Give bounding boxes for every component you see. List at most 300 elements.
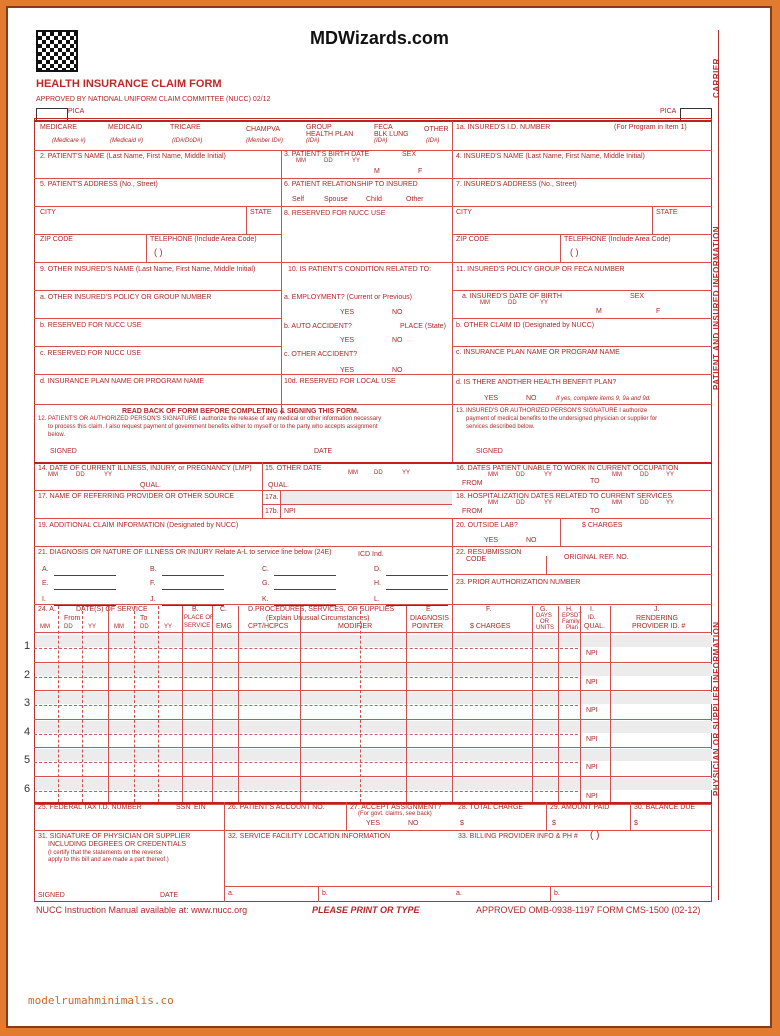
plan-9d-label: d. INSURANCE PLAN NAME OR PROGRAM NAME: [40, 378, 205, 385]
diag-input[interactable]: [386, 589, 448, 590]
h-epsdt: EPSDT: [562, 613, 583, 619]
city-label: CITY: [40, 209, 56, 216]
resubmission-label: 22. RESUBMISSION: [456, 549, 522, 556]
ins-sex-label: SEX: [630, 293, 645, 300]
rule: [246, 206, 247, 234]
service-column-rule: [300, 606, 301, 802]
other-plan-label: d. IS THERE ANOTHER HEALTH BENEFIT PLAN?: [456, 379, 617, 386]
signed-31: SIGNED: [38, 892, 65, 899]
other-label: OTHER: [424, 126, 449, 133]
zip-label: ZIP CODE: [40, 236, 73, 243]
feca-num: (ID#): [374, 138, 388, 144]
signature-12-a: 12. PATIENT'S OR AUTHORIZED PERSON'S SIGNATURE I authorize the release of any medical or other information necessary: [38, 416, 382, 422]
rule: [452, 574, 712, 575]
service-column-rule: [212, 606, 213, 802]
feca-label: FECA: [374, 124, 393, 131]
medicaid-label: MEDICAID: [108, 124, 143, 131]
state-label: STATE: [250, 209, 272, 216]
rule: [34, 518, 712, 519]
rule: [346, 802, 347, 830]
f16-to: TO: [590, 478, 600, 485]
please-print: PLEASE PRINT OR TYPE: [312, 905, 420, 915]
ins-yy: YY: [540, 300, 549, 306]
local-use-label: 10d. RESERVED FOR LOCAL USE: [284, 378, 396, 385]
sex-f-label: F: [418, 168, 423, 175]
approved-omb: APPROVED OMB-0938-1197 FORM CMS-1500 (02-12): [476, 905, 701, 915]
rule: [546, 556, 547, 574]
f33b-label: b.: [554, 890, 560, 897]
physician-signature-c: (I certify that the statements on the reverse: [48, 850, 163, 856]
diag-letter: H.: [374, 580, 381, 587]
rule: [34, 404, 712, 405]
other-policy-label: a. OTHER INSURED'S POLICY OR GROUP NUMBER: [40, 294, 212, 301]
h-d: D.PROCEDURES, SERVICES, OR SUPPLIES: [248, 606, 395, 613]
emp-yes: YES: [340, 309, 355, 316]
f17a-shade: [280, 491, 452, 504]
service-line-number: 6: [24, 782, 31, 795]
diag-letter: B.: [150, 566, 157, 573]
f17a-label: 17a.: [265, 494, 279, 501]
total-dollar: $: [460, 820, 464, 827]
service-line-number: 1: [24, 640, 31, 652]
signed-13: SIGNED: [476, 448, 503, 455]
service-column-rule: [182, 606, 183, 802]
h-dates: DATE(S) OF SERVICE: [76, 606, 148, 613]
f15-dd: DD: [374, 470, 383, 476]
balance-dollar: $: [634, 820, 638, 827]
lab-no: NO: [526, 537, 537, 544]
f18-dd: DD: [516, 500, 525, 506]
service-line-npi: NPI: [586, 707, 598, 714]
rule: [550, 886, 551, 902]
medicare-num: (Medicare #): [52, 138, 86, 144]
f18-from: FROM: [462, 508, 483, 515]
h-or: OR: [540, 619, 549, 625]
icd-ind-label: ICD Ind.: [358, 551, 384, 558]
rule: [34, 374, 712, 375]
ins-telephone-label: TELEPHONE (Include Area Code): [564, 236, 671, 243]
service-column-rule: [360, 606, 361, 802]
rule: [452, 318, 712, 319]
service-column-rule: [580, 606, 581, 802]
rule: [34, 262, 712, 263]
physician-side-label: PHYSICIAN OR SUPPLIER INFORMATION: [712, 621, 721, 796]
service-line-number: 4: [24, 725, 31, 738]
f32a-label: a.: [228, 890, 234, 897]
rule: [560, 518, 561, 546]
outside-lab-label: 20. OUTSIDE LAB?: [456, 522, 518, 529]
service-line-provider-id[interactable]: [610, 677, 713, 690]
plan-name-label: c. INSURANCE PLAN NAME OR PROGRAM NAME: [456, 349, 620, 356]
rel-self: Self: [292, 196, 305, 203]
nucc-manual: NUCC Instruction Manual available at: www.nucc.org: [36, 905, 248, 915]
f14-qual: QUAL.: [140, 482, 162, 489]
f15-qual: QUAL.: [268, 482, 290, 489]
employment-label: a. EMPLOYMENT? (Current or Previous): [284, 294, 412, 301]
f14-dd: DD: [76, 472, 85, 478]
service-line-number: 5: [24, 754, 31, 766]
total-charge-label: 28. TOTAL CHARGE: [458, 804, 524, 811]
champva-label: CHAMPVA: [246, 126, 281, 133]
service-line-divider: [34, 677, 578, 678]
signature-12-c: below.: [48, 432, 66, 438]
h-yy: YY: [88, 624, 97, 630]
ins-state-label: STATE: [656, 209, 678, 216]
rule: [224, 802, 225, 902]
lab-charges-label: $ CHARGES: [582, 522, 623, 529]
rule: [34, 346, 281, 347]
reserved-9c-label: c. RESERVED FOR NUCC USE: [40, 350, 141, 357]
f16-mm: MM: [488, 472, 498, 478]
reserved-9b-label: b. RESERVED FOR NUCC USE: [40, 322, 142, 329]
diag-letter: G.: [262, 580, 270, 587]
h-j: J.: [654, 606, 660, 613]
accept-note: (For govt. claims, see back): [358, 811, 432, 817]
f18-yy: YY: [544, 500, 553, 506]
oth-yes: YES: [340, 367, 355, 374]
diag-letter: A.: [42, 566, 49, 573]
rule: [224, 886, 712, 887]
oth-no: NO: [392, 367, 403, 374]
f14-yy: YY: [104, 472, 113, 478]
physician-signature-label: 31. SIGNATURE OF PHYSICIAN OR SUPPLIER: [38, 833, 191, 840]
rule: [452, 346, 712, 347]
h-family: Family: [562, 619, 580, 625]
additional-info-label: 19. ADDITIONAL CLAIM INFORMATION (Designated by NUCC): [38, 522, 239, 529]
rule: [34, 318, 281, 319]
h-service: SERVICE: [184, 623, 211, 629]
medicare-label: MEDICARE: [40, 124, 77, 131]
diag-letter: C.: [262, 566, 269, 573]
diag-input[interactable]: [274, 575, 336, 576]
ins-f: F: [656, 308, 661, 315]
h-i: I.: [590, 606, 594, 613]
h-f: F.: [486, 606, 492, 613]
accept-assignment-label: 27. ACCEPT ASSIGNMENT?: [350, 804, 442, 811]
form-title: HEALTH INSURANCE CLAIM FORM: [36, 78, 222, 90]
plan-note: If yes, complete items 9, 9a and 9d.: [556, 396, 651, 402]
h-from: From: [64, 615, 81, 622]
resubmission-code: CODE: [466, 556, 487, 563]
f18-dd2: DD: [640, 500, 649, 506]
rule: [318, 886, 319, 902]
service-line-provider-id[interactable]: [610, 762, 713, 775]
f15-mm: MM: [348, 470, 358, 476]
h-diag: DIAGNOSIS: [410, 615, 449, 622]
prior-auth-label: 23. PRIOR AUTHORIZATION NUMBER: [456, 579, 581, 586]
ins-zip-label: ZIP CODE: [456, 236, 489, 243]
service-column-rule: [238, 606, 239, 802]
rule: [34, 234, 281, 235]
physician-signature-d: apply to this bill and are made a part thereof.): [48, 857, 169, 863]
f16-yy: YY: [544, 472, 553, 478]
other-num: (ID#): [426, 138, 440, 144]
rule: [146, 234, 147, 262]
birth-date-label: 3. PATIENT'S BIRTH DATE: [284, 151, 370, 158]
h-modifier: MODIFIER: [338, 623, 373, 630]
place-state-label: PLACE (State): [400, 323, 446, 330]
insured-id-note: (For Program in Item 1): [614, 124, 687, 131]
rule: [560, 234, 561, 262]
rule: [452, 290, 712, 291]
condition-label: 10. IS PATIENT'S CONDITION RELATED TO:: [288, 266, 432, 273]
f16-mm2: MM: [612, 472, 622, 478]
diag-letter: D.: [374, 566, 381, 573]
service-column-rule: [558, 606, 559, 802]
h-h: H.: [566, 606, 573, 613]
ins-dd: DD: [508, 300, 517, 306]
diagnosis-label: 21. DIAGNOSIS OR NATURE OF ILLNESS OR INJURY Relate A-L to service line below (24E): [38, 549, 332, 556]
patient-side-label: PATIENT AND INSURED INFORMATION: [712, 225, 721, 390]
f18-yy2: YY: [666, 500, 675, 506]
insured-id-label: 1a. INSURED'S I.D. NUMBER: [456, 124, 551, 131]
h-place: PLACE OF: [184, 615, 214, 621]
diag-input[interactable]: [54, 589, 116, 590]
date-12: DATE: [314, 448, 333, 455]
ins-dob-label: a. INSURED'S DATE OF BIRTH: [462, 293, 562, 300]
rule: [652, 206, 653, 234]
diag-input[interactable]: [274, 589, 336, 590]
rel-other: Other: [406, 196, 424, 203]
service-column-rule: [452, 606, 453, 802]
diag-letter: F.: [150, 580, 156, 587]
service-line-divider: [34, 791, 578, 792]
qr-code-icon: [36, 30, 78, 72]
rule: [452, 234, 712, 235]
signature-13-c: services described below.: [466, 424, 535, 430]
diag-letter: E.: [42, 580, 49, 587]
h-g: G.: [540, 606, 548, 613]
approved-note: APPROVED BY NATIONAL UNIFORM CLAIM COMMITTEE (NUCC) 02/12: [36, 96, 271, 103]
f18-mm2: MM: [612, 500, 622, 506]
rel-spouse: Spouse: [324, 196, 348, 203]
f16-from: FROM: [462, 480, 483, 487]
tax-id-label: 25. FEDERAL TAX I.D. NUMBER: [38, 804, 142, 811]
signed-12: SIGNED: [50, 448, 77, 455]
other-accident-label: c. OTHER ACCIDENT?: [284, 351, 358, 358]
group-num: (ID#): [306, 138, 320, 144]
rule: [630, 802, 631, 830]
relationship-label: 6. PATIENT RELATIONSHIP TO INSURED: [284, 181, 418, 188]
h-days: DAYS: [536, 613, 552, 619]
service-column-rule: [82, 606, 83, 802]
mm-label: MM: [296, 158, 306, 164]
center-divider: [452, 121, 453, 463]
insured-address-label: 7. INSURED'S ADDRESS (No., Street): [456, 181, 577, 188]
telephone-paren: ( ): [154, 247, 163, 257]
service-column-rule: [532, 606, 533, 802]
h-mm: MM: [40, 624, 50, 630]
side-rule: [718, 30, 719, 900]
service-line-divider: [34, 734, 578, 735]
site-title: MDWizards.com: [310, 28, 449, 48]
blk-lung-label: BLK LUNG: [374, 131, 409, 138]
service-line-number: 2: [24, 668, 31, 681]
diag-input[interactable]: [54, 575, 116, 576]
auto-accident-label: b. AUTO ACCIDENT?: [284, 323, 352, 330]
service-line-npi: NPI: [586, 678, 598, 686]
other-insured-label: 9. OTHER INSURED'S NAME (Last Name, First Name, Middle Initial): [40, 266, 256, 273]
patient-address-label: 5. PATIENT'S ADDRESS (No., Street): [40, 181, 158, 188]
ssn-label: SSN: [176, 804, 191, 811]
h-charges: $ CHARGES: [470, 623, 511, 630]
pica-right-label: PICA: [660, 108, 677, 115]
diag-input[interactable]: [386, 605, 448, 606]
h-e: E.: [426, 606, 433, 613]
tricare-num: (ID#/DoD#): [172, 138, 203, 144]
pica-left-label: PICA: [68, 108, 85, 115]
h-provider: PROVIDER ID. #: [632, 623, 686, 630]
diag-input[interactable]: [162, 575, 224, 576]
insured-name-label: 4. INSURED'S NAME (Last Name, First Name, Middle Initial): [456, 153, 645, 160]
h-pointer: POINTER: [412, 623, 444, 630]
service-line-provider-id[interactable]: [610, 705, 713, 718]
patient-name-label: 2. PATIENT'S NAME (Last Name, First Name, Middle Initial): [40, 153, 226, 160]
rule: [34, 150, 712, 151]
auto-yes: YES: [340, 337, 355, 344]
service-line-npi: NPI: [586, 792, 598, 800]
h-b: B.: [192, 606, 199, 613]
ins-telephone-paren: ( ): [570, 247, 579, 257]
h-d2: (Explain Unusual Circumstances): [266, 615, 370, 622]
other-claim-label: b. OTHER CLAIM ID (Designated by NUCC): [456, 322, 595, 329]
diag-input[interactable]: [386, 575, 448, 576]
read-back-note: READ BACK OF FORM BEFORE COMPLETING & SIGNING THIS FORM.: [122, 408, 359, 415]
paid-dollar: $: [552, 820, 556, 827]
signature-13-a: 13. INSURED'S OR AUTHORIZED PERSON'S SIGNATURE I authorize: [456, 408, 648, 414]
plan-no: NO: [526, 395, 537, 402]
ein-label: EIN: [194, 804, 206, 811]
h-mm2: MM: [114, 624, 124, 630]
service-column-rule: [134, 606, 135, 802]
ins-m: M: [596, 308, 602, 315]
service-column-rule: [158, 606, 159, 802]
h-cpt: CPT/HCPCS: [248, 623, 289, 630]
f15-yy: YY: [402, 470, 411, 476]
h-dd2: DD: [140, 624, 149, 630]
service-line-npi: NPI: [586, 764, 598, 771]
billing-phone-paren: ( ): [590, 830, 600, 841]
emp-no: NO: [392, 309, 403, 316]
h-qual: QUAL.: [584, 623, 606, 630]
orig-ref-label: ORIGINAL REF. NO.: [564, 554, 629, 561]
sex-m-label: M: [374, 168, 380, 175]
service-line-divider: [34, 762, 578, 763]
diag-letter: I.: [42, 596, 46, 603]
accept-yes: YES: [366, 820, 381, 827]
carrier-side-label: CARRIER: [712, 58, 721, 98]
service-line-npi: NPI: [586, 735, 598, 743]
dd-label: DD: [324, 158, 333, 164]
watermark: modelrumahminimalis.co: [28, 994, 174, 1007]
service-column-rule: [406, 606, 407, 802]
health-plan-label: HEALTH PLAN: [306, 131, 354, 138]
rule: [262, 504, 452, 505]
service-line-divider: [34, 648, 578, 649]
service-column-rule: [58, 606, 59, 802]
date-31: DATE: [160, 892, 179, 899]
current-illness-label: 14. DATE OF CURRENT ILLNESS, INJURY, or PREGNANCY (LMP): [38, 465, 252, 472]
diag-input[interactable]: [162, 589, 224, 590]
rel-child: Child: [366, 196, 382, 203]
lab-yes: YES: [484, 537, 499, 544]
balance-due-label: 30. BALANCE DUE: [634, 804, 696, 811]
h-yy2: YY: [164, 624, 173, 630]
policy-group-label: 11. INSURED'S POLICY GROUP OR FECA NUMBER: [456, 266, 625, 273]
other-date-label: 15. OTHER DATE: [265, 465, 322, 472]
ins-city-label: CITY: [456, 209, 472, 216]
account-no-label: 26. PATIENT'S ACCOUNT NO.: [228, 804, 325, 811]
champva-num: (Member ID#): [246, 138, 284, 144]
diag-letter: L.: [374, 596, 380, 603]
group-label: GROUP: [306, 124, 332, 131]
signature-13-b: payment of medical benefits to the undersigned physician or supplier for: [466, 416, 658, 422]
diag-letter: K.: [262, 596, 269, 603]
rule: [34, 178, 712, 179]
plan-yes: YES: [484, 395, 499, 402]
telephone-label: TELEPHONE (Include Area Code): [150, 236, 257, 243]
h-plan: Plan: [566, 625, 579, 631]
rule: [546, 802, 547, 830]
ins-mm: MM: [480, 300, 490, 306]
rule: [34, 206, 712, 207]
f16-dd2: DD: [640, 472, 649, 478]
h-rendering: RENDERING: [636, 615, 679, 622]
yy-label: YY: [352, 158, 361, 164]
h-units: UNITS: [536, 625, 554, 631]
h-to: To: [140, 615, 148, 622]
h-id: ID.: [588, 615, 596, 621]
reserved-nucc-label: 8. RESERVED FOR NUCC USE: [284, 210, 386, 217]
medicaid-num: (Medicaid #): [110, 138, 144, 144]
f18-to: TO: [590, 508, 600, 515]
service-line-npi: NPI: [586, 650, 598, 657]
rule: [34, 462, 712, 464]
h-dd: DD: [64, 624, 73, 630]
diag-letter: J.: [150, 596, 156, 603]
h24a: 24. A.: [38, 606, 56, 613]
h-emg: EMG: [216, 623, 232, 630]
sex-label: SEX: [402, 151, 417, 158]
rule: [34, 604, 712, 605]
f14-mm: MM: [48, 472, 58, 478]
f17b-npi: NPI: [284, 508, 296, 515]
h-c: C.: [220, 606, 227, 613]
f32b-label: b.: [322, 890, 328, 897]
unable-work-label: 16. DATES PATIENT UNABLE TO WORK IN CURRENT OCCUPATION: [456, 465, 679, 472]
service-line-divider: [34, 705, 578, 706]
f17b-label: 17b.: [265, 508, 279, 515]
physician-signature-b: INCLUDING DEGREES OR CREDENTIALS: [48, 841, 187, 848]
service-line-provider-id[interactable]: [610, 648, 713, 661]
signature-12-b: to process this claim. I also request payment of government benefits either to myself or to the party who accepts assignment: [48, 424, 378, 430]
accept-no: NO: [408, 820, 419, 827]
referring-provider-label: 17. NAME OF REFERRING PROVIDER OR OTHER SOURCE: [38, 493, 235, 500]
f16-dd: DD: [516, 472, 525, 478]
auto-no: NO: [392, 337, 403, 344]
service-line-provider-id[interactable]: [610, 734, 713, 747]
service-line-number: 3: [24, 697, 31, 709]
hospitalization-label: 18. HOSPITALIZATION DATES RELATED TO CURRENT SERVICES: [456, 493, 673, 500]
rule: [34, 290, 281, 291]
service-column-rule: [610, 606, 611, 802]
f18-mm: MM: [488, 500, 498, 506]
billing-provider-label: 33. BILLING PROVIDER INFO & PH #: [458, 833, 578, 840]
facility-label: 32. SERVICE FACILITY LOCATION INFORMATION: [228, 833, 391, 840]
service-column-rule: [108, 606, 109, 802]
top-rule: [34, 120, 712, 122]
rule: [280, 490, 281, 518]
